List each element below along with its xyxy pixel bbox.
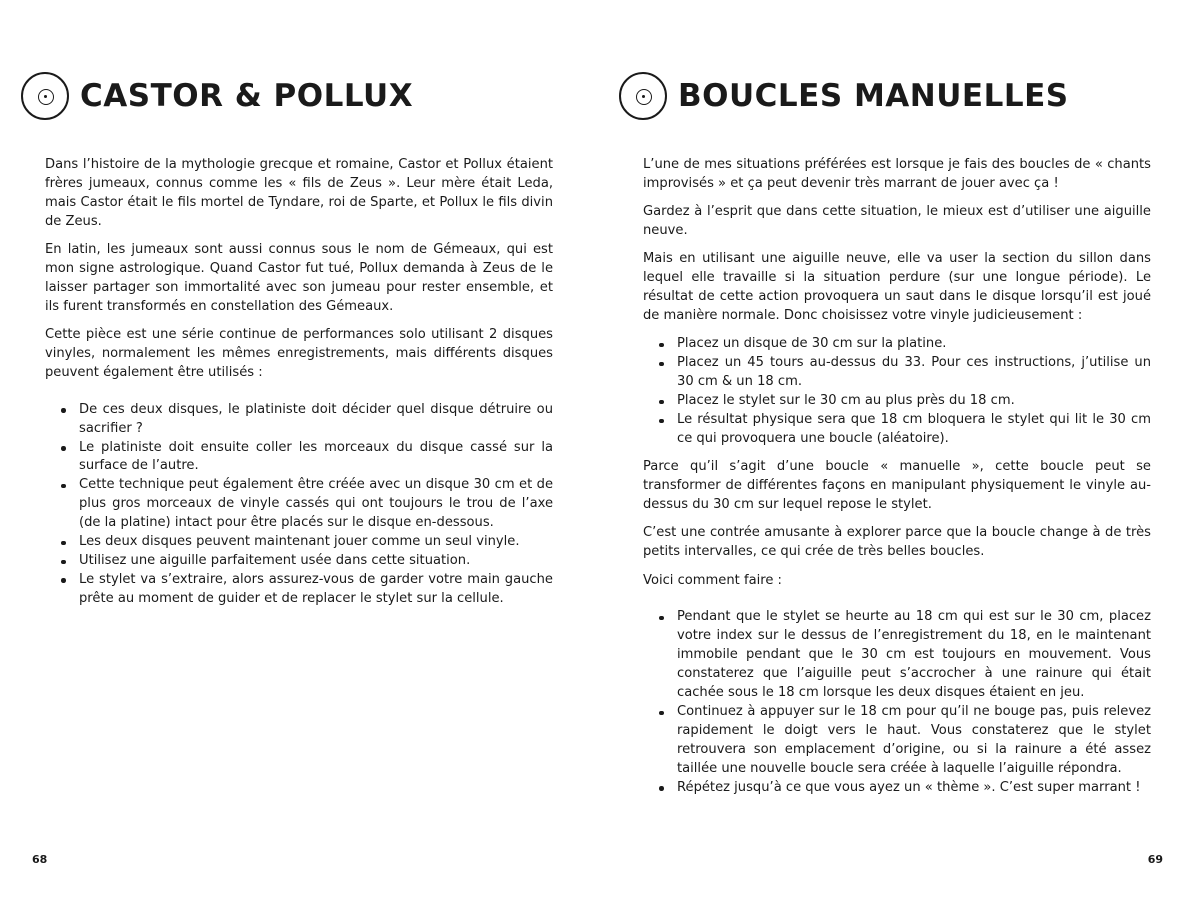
list-item: Placez un 45 tours au-dessus du 33. Pour ces instructions, j’utilise un 30 cm & un 18 cm.	[677, 354, 1151, 392]
vinyl-record-icon	[21, 72, 69, 120]
list-item: Le platiniste doit ensuite coller les morceaux du disque cassé sur la surface de l’autre.	[79, 439, 553, 477]
list-item: Le stylet va s’extraire, alors assurez-vous de garder votre main gauche prête au moment de guider et de replacer le stylet sur la cellule.	[79, 571, 553, 609]
page-number: 68	[32, 853, 48, 866]
vinyl-record-icon	[619, 72, 667, 120]
paragraph: C’est une contrée amusante à explorer parce que la boucle change à de très petits intervalles, ce qui crée de très belles boucles.	[643, 525, 1151, 560]
paragraph: Voici comment faire :	[643, 572, 782, 588]
list-item: Utilisez une aiguille parfaitement usée dans cette situation.	[79, 552, 553, 571]
list-item: Placez le stylet sur le 30 cm au plus près du 18 cm.	[677, 392, 1151, 411]
list-item: Cette technique peut également être créée avec un disque 30 cm et de plus gros morceaux de vinyle cassés qui ont toujours le trou de l’axe (de la platine) intact pour être placés sur le disque en-dessous.	[79, 476, 553, 533]
paragraph: Parce qu’il s’agit d’une boucle « manuelle », cette boucle peut se transformer de différentes façons en manipulant physiquement le vinyle au-dessus du 30 cm sur lequel repose le stylet.	[643, 459, 1151, 513]
page-number: 69	[1147, 853, 1163, 866]
body-text	[45, 156, 553, 618]
paragraph: Dans l’histoire de la mythologie grecque et romaine, Castor et Pollux étaient frères jumeaux, connus comme les « fils de Zeus ». Leur mère était Leda, mais Castor était le fils mortel de Tyndare, roi de Sparte, et Pollux le fils divin de Zeus.	[45, 157, 553, 229]
right-page	[598, 0, 1196, 912]
list-item: Répétez jusqu’à ce que vous ayez un « thème ». C’est super marrant !	[677, 779, 1151, 798]
paragraph: Mais en utilisant une aiguille neuve, elle va user la section du sillon dans lequel elle travaille si la situation perdure (sur une longue période). Le résultat de cette action provoquera un saut dans le disque lorsqu’il est joué de manière normale. Donc choisissez votre vinyle judicieusement :	[643, 251, 1151, 324]
section-heading	[619, 72, 1069, 120]
list-item: Placez un disque de 30 cm sur la platine.	[677, 335, 1151, 354]
bullet-list	[45, 401, 553, 609]
list-item: De ces deux disques, le platiniste doit décider quel disque détruire ou sacrifier ?	[79, 401, 553, 439]
list-item: Pendant que le stylet se heurte au 18 cm qui est sur le 30 cm, placez votre index sur le dessus de l’enregistrement du 18, en le maintenant immobile pendant que le 30 cm est toujours en mouvement. Vous constaterez que l’aiguille peut s’accrocher à une rainure qui était cachée sous le 18 cm lorsque les deux disques étaient en jeu.	[677, 608, 1151, 703]
paragraph: L’une de mes situations préférées est lorsque je fais des boucles de « chants improvisés » et ça peut devenir très marrant de jouer avec ça !	[643, 157, 1151, 191]
paragraph: Gardez à l’esprit que dans cette situation, le mieux est d’utiliser une aiguille neuve.	[643, 204, 1151, 239]
paragraph: Cette pièce est une série continue de performances solo utilisant 2 disques vinyles, normalement les mêmes enregistrements, mais différents disques peuvent également être utilisés :	[45, 327, 553, 380]
page-title: CASTOR & POLLUX	[80, 77, 414, 114]
list-item: Continuez à appuyer sur le 18 cm pour qu’il ne bouge pas, puis relevez rapidement le doigt vers le haut. Vous constaterez que le stylet retrouvera son emplacement d’origine, ou si la rainure a été assez taillée une nouvelle boucle sera créée à laquelle l’aiguille répondra.	[677, 703, 1151, 779]
list-item: Le résultat physique sera que 18 cm bloquera le stylet qui lit le 30 cm ce qui provoquera une boucle (aléatoire).	[677, 411, 1151, 449]
bullet-list	[643, 335, 1151, 448]
section-heading	[21, 72, 413, 120]
list-item: Les deux disques peuvent maintenant jouer comme un seul vinyle.	[79, 533, 553, 552]
page-title: BOUCLES MANUELLES	[678, 77, 1069, 114]
paragraph: En latin, les jumeaux sont aussi connus sous le nom de Gémeaux, qui est mon signe astrologique. Quand Castor fut tué, Pollux demanda à Zeus de le laisser partager son immortalité avec son jumeau pour rester ensemble, et ils furent transformés en constellation des Gémeaux.	[45, 242, 553, 314]
body-text	[643, 156, 1151, 807]
bullet-list	[643, 608, 1151, 797]
